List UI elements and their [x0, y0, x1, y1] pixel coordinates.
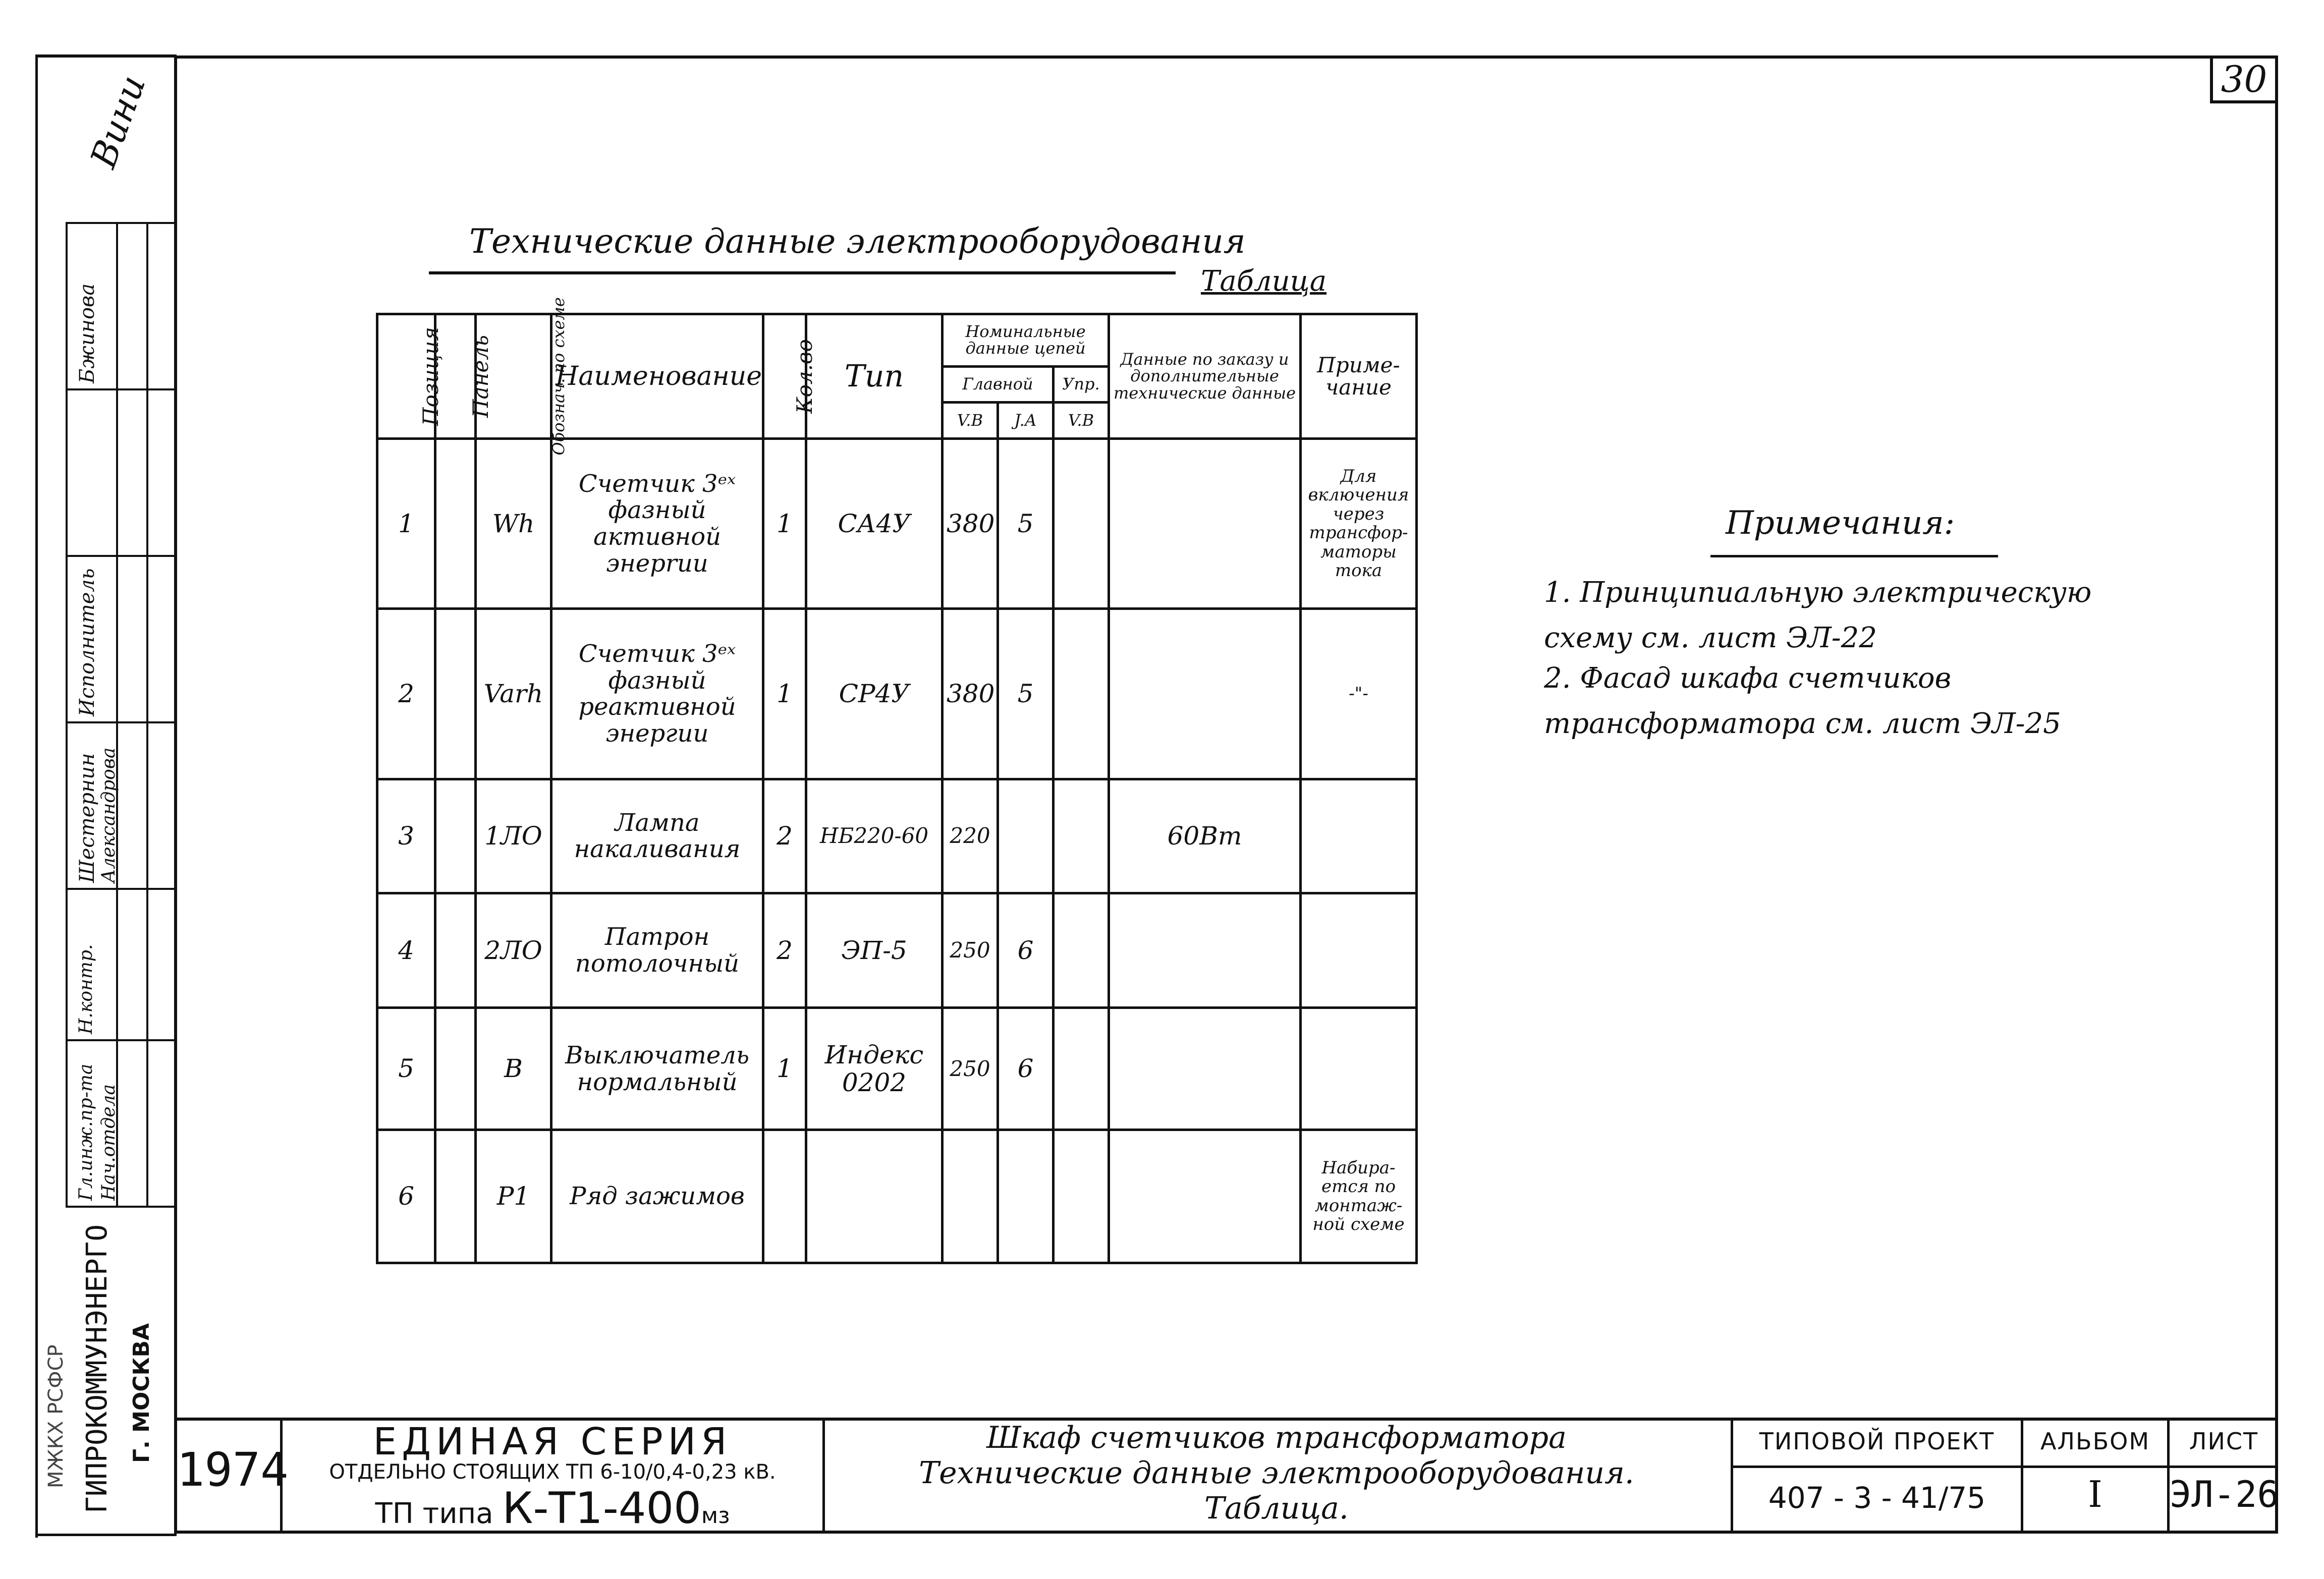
cell-type: НБ220-60 — [806, 779, 943, 893]
cell-v2 — [1054, 1007, 1109, 1130]
cell-i: 6 — [998, 893, 1054, 1008]
table-row — [377, 893, 1417, 1008]
header-note: Приме-чание — [1301, 314, 1417, 439]
note-item-2: 2. Фасад шкафа счетчиков трансформатора см. лист ЭЛ-25 — [1544, 662, 2061, 740]
tb-tp-type — [283, 1483, 822, 1534]
cell-data — [1109, 893, 1301, 1008]
cell-i: 5 — [998, 609, 1054, 779]
cell-note — [1301, 1007, 1417, 1130]
tb-description-3: Таблица. — [1204, 1491, 1349, 1526]
header-quantity: Кол.во — [763, 314, 806, 439]
header-designation: Обознач. по схеме — [476, 314, 551, 439]
cell-data — [1109, 439, 1301, 609]
cell-desig: Wh — [476, 439, 551, 609]
cell-i: 5 — [998, 439, 1054, 609]
tb-description-2: Технические данные электрооборудования. — [919, 1455, 1634, 1491]
cell-i: 6 — [998, 1007, 1054, 1130]
sidebar-role-4: Исполнитель — [76, 568, 99, 716]
sidebar-column-line — [116, 222, 118, 1206]
tb-sheet-value: ЭЛ-26 — [2170, 1473, 2279, 1515]
tb-series-line: ОТДЕЛЬНО СТОЯЩИХ ТП 6-10/0,4-0,23 кВ. — [329, 1460, 776, 1484]
cell-panel — [435, 609, 476, 779]
cell-desig: Varh — [476, 609, 551, 779]
header-panel: Панель — [435, 314, 476, 439]
cell-i — [998, 779, 1054, 893]
cell-desig: Р1 — [476, 1130, 551, 1263]
tb-project-value: 407 - 3 - 41/75 — [1768, 1481, 1986, 1515]
cell-name: Счетчик 3ᵉˣ фазный активной энерrии — [551, 439, 763, 609]
cell-i — [998, 1130, 1054, 1263]
cell-pos: 5 — [377, 1007, 435, 1130]
cell-name: Выключатель нормальный — [551, 1007, 763, 1130]
cell-data — [1109, 609, 1301, 779]
sidebar-org: ГИПРОКОММУНЭНЕРГО — [81, 1224, 114, 1513]
sheet-number: 30 — [2210, 55, 2278, 103]
cell-note: Для включения через трансфор-маторы тока — [1301, 439, 1417, 609]
cell-desig: 2ЛО — [476, 893, 551, 1008]
header-voltage-control: V.В — [1054, 403, 1109, 439]
tb-tp-value: К-Т1-400 — [502, 1483, 701, 1534]
cell-pos: 6 — [377, 1130, 435, 1263]
sidebar-name-2: Шестернин — [76, 753, 99, 883]
table-row — [377, 1130, 1417, 1263]
sidebar-bottom-rule — [35, 1534, 177, 1536]
tb-sheet-label: ЛИСТ — [2189, 1428, 2259, 1455]
cell-pos: 1 — [377, 439, 435, 609]
cell-qty: 2 — [763, 779, 806, 893]
sidebar-role-2: Нач.отдела — [98, 1084, 119, 1201]
cell-qty: 1 — [763, 1007, 806, 1130]
top-left-border — [35, 54, 177, 58]
table-row — [377, 439, 1417, 609]
sidebar-column-line-2 — [146, 222, 148, 1206]
cell-data — [1109, 1130, 1301, 1263]
cell-desig: В — [476, 1007, 551, 1130]
tb-tp-suffix: мз — [701, 1503, 730, 1529]
cell-data — [1109, 1007, 1301, 1130]
note-item-1: 1. Принципиальную электрическую схему см. лист ЭЛ-22 — [1544, 576, 2092, 654]
cell-desig: 1ЛО — [476, 779, 551, 893]
cell-panel — [435, 1130, 476, 1263]
cell-v2 — [1054, 893, 1109, 1008]
sidebar-border — [35, 54, 38, 1538]
tb-album-label: АЛЬБОМ — [2040, 1428, 2150, 1455]
header-main: Главной — [943, 366, 1054, 403]
header-nominal: Номинальные данные цепей — [943, 314, 1109, 367]
notes-underline — [1710, 555, 1998, 557]
table-label: Таблица — [1201, 265, 1327, 298]
cell-qty: 1 — [763, 609, 806, 779]
signature-mark: Вини — [82, 70, 154, 174]
equipment-table — [376, 297, 1418, 1264]
tb-project-label: ТИПОВОЙ ПРОЕКТ — [1759, 1428, 1995, 1455]
cell-note — [1301, 893, 1417, 1008]
cell-name: Счетчик 3ᵉˣ фазный реактивной энергии — [551, 609, 763, 779]
cell-type: ЭП-5 — [806, 893, 943, 1008]
header-control: Упр. — [1054, 366, 1109, 403]
cell-type — [806, 1130, 943, 1263]
cell-name: Патрон потолочный — [551, 893, 763, 1008]
header-position: Позиция — [377, 314, 435, 439]
cell-qty: 1 — [763, 439, 806, 609]
page-title: Технические данные электрооборудования — [469, 222, 1246, 261]
title-underline — [429, 271, 1176, 274]
sidebar-city: Г. МОСКВА — [129, 1323, 154, 1463]
cell-pos: 2 — [377, 609, 435, 779]
sidebar-name-3: Александрова — [98, 747, 119, 883]
sidebar-lower-rule — [66, 1206, 174, 1208]
tb-series-title: ЕДИНАЯ СЕРИЯ — [373, 1420, 732, 1463]
cell-note: Набира-ется по монтаж-ной схеме — [1301, 1130, 1417, 1263]
tb-year: 1974 — [177, 1443, 289, 1497]
cell-note: -"- — [1301, 609, 1417, 779]
header-type: Тип — [806, 314, 943, 439]
table-row — [377, 609, 1417, 779]
cell-v: 220 — [943, 779, 998, 893]
cell-panel — [435, 893, 476, 1008]
cell-name: Лампа накаливания — [551, 779, 763, 893]
cell-note — [1301, 779, 1417, 893]
sidebar-cell-2 — [66, 388, 174, 555]
cell-panel — [435, 439, 476, 609]
table-row — [377, 1007, 1417, 1130]
sidebar-stamp: МЖКХ РСФСР — [44, 1344, 68, 1488]
cell-type: Индекс 0202 — [806, 1007, 943, 1130]
cell-v: 380 — [943, 609, 998, 779]
cell-v — [943, 1130, 998, 1263]
cell-v: 380 — [943, 439, 998, 609]
cell-name: Ряд зажимов — [551, 1130, 763, 1263]
table-row — [377, 779, 1417, 893]
cell-qty: 2 — [763, 893, 806, 1008]
cell-pos: 3 — [377, 779, 435, 893]
cell-v: 250 — [943, 1007, 998, 1130]
notes-title: Примечания: — [1726, 504, 1955, 542]
cell-type: СА4У — [806, 439, 943, 609]
cell-v2 — [1054, 439, 1109, 609]
cell-type: СР4У — [806, 609, 943, 779]
cell-v2 — [1054, 1130, 1109, 1263]
cell-v2 — [1054, 609, 1109, 779]
cell-qty — [763, 1130, 806, 1263]
cell-panel — [435, 1007, 476, 1130]
cell-v2 — [1054, 779, 1109, 893]
cell-data: 60Вт — [1109, 779, 1301, 893]
header-voltage: V.В — [943, 403, 998, 439]
sidebar-role-1: Гл.инж.пр-та — [76, 1063, 96, 1201]
header-order-data: Данные по заказу и дополнительные технические данные — [1109, 314, 1301, 439]
cell-pos: 4 — [377, 893, 435, 1008]
tb-album-value: I — [2088, 1473, 2102, 1515]
tb-description-1: Шкаф счетчиков трансформатора — [986, 1420, 1567, 1455]
header-current: J.А — [998, 403, 1054, 439]
cell-v: 250 — [943, 893, 998, 1008]
cell-panel — [435, 779, 476, 893]
tb-tp-prefix: ТП типа — [375, 1497, 493, 1530]
sidebar-role-3: Н.контр. — [76, 944, 96, 1034]
sidebar-name-1: Бжинова — [76, 283, 99, 383]
header-name: Наименование — [551, 314, 763, 439]
